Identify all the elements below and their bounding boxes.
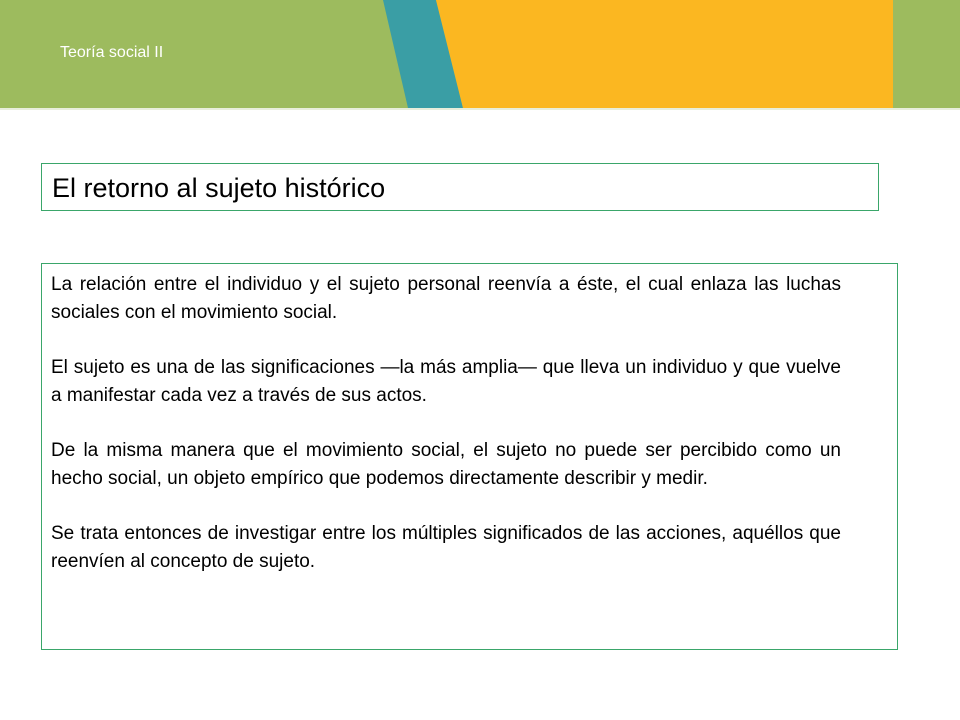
paragraph-3: De la misma manera que el movimiento social, el sujeto no puede ser percibido como un hecho social, un objeto empírico que podemos directamente describir y medir. bbox=[51, 440, 841, 489]
slide-content-box bbox=[41, 263, 898, 650]
paragraph-2: El sujeto es una de las significaciones —la más amplia— que lleva un individuo y que vuelve a manifestar cada vez a través de sus actos. bbox=[51, 357, 841, 406]
banner-yellow-panel bbox=[436, 0, 893, 108]
header-banner bbox=[0, 0, 960, 110]
paragraph-4: Se trata entonces de investigar entre los múltiples significados de las acciones, aquéllos que reenvíen al concepto de sujeto. bbox=[51, 523, 841, 572]
course-title: Teoría social II bbox=[60, 44, 164, 61]
slide-title: El retorno al sujeto histórico bbox=[52, 173, 386, 203]
paragraph-1: La relación entre el individuo y el sujeto personal reenvía a éste, el cual enlaza las luchas sociales con el movimiento social. bbox=[51, 274, 841, 323]
banner-bottom-edge bbox=[0, 108, 960, 110]
content-paragraphs bbox=[51, 271, 841, 603]
slide-title-box bbox=[41, 163, 879, 211]
